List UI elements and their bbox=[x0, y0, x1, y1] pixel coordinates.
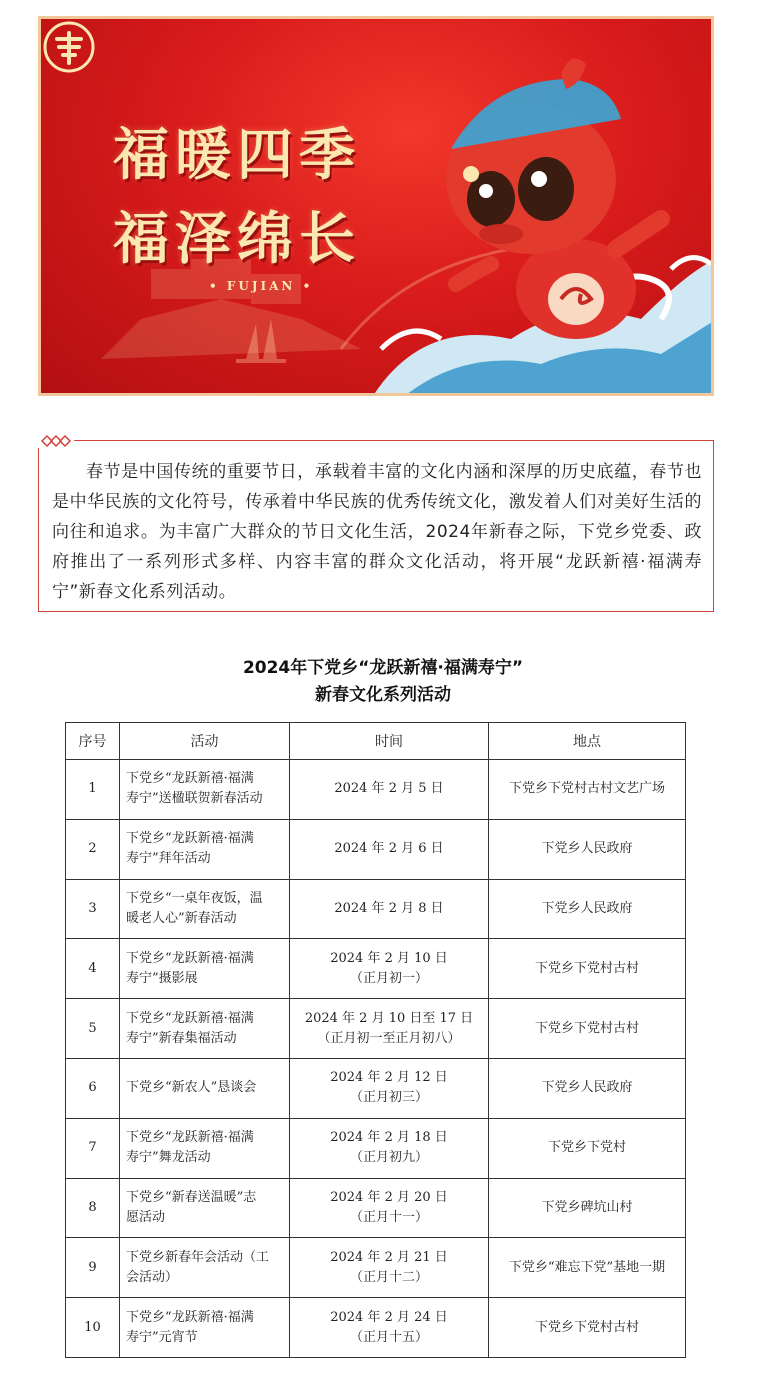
intro-text: 春节是中国传统的重要节日，承载着丰富的文化内涵和深厚的历史底蕴，春节也是中华民族的文化符号，传承着中华民族的优秀传统文化，激发着人们对美好生活的向往和追求。为丰富广大群众的节日文化生活，2024年新春之际，下党乡党委、政府推出了一系列形式多样、内容丰富的群众文化活动，将开展“龙跃新禧·福满寿宁”新春文化系列活动。 bbox=[52, 462, 702, 602]
cell-activity bbox=[120, 939, 290, 999]
time-line: 2024 年 2 月 24 日 bbox=[330, 1309, 448, 1325]
cell-time bbox=[290, 879, 489, 939]
cell-no: 8 bbox=[66, 1178, 120, 1238]
table-row bbox=[66, 1058, 686, 1118]
cell-no: 1 bbox=[66, 760, 120, 820]
time-line: （正月十五） bbox=[349, 1329, 428, 1345]
chevron-decoration-icon bbox=[38, 434, 74, 448]
banner-subtitle: • FUJIAN • bbox=[209, 279, 314, 293]
time-line: 2024 年 2 月 10 日 bbox=[330, 950, 448, 966]
activity-line: 下党乡“龙跃新禧·福满 bbox=[126, 771, 254, 787]
activity-line: 下党乡“龙跃新禧·福满 bbox=[126, 950, 254, 966]
events-table bbox=[65, 722, 686, 1358]
time-line: （正月十二） bbox=[349, 1269, 428, 1285]
banner-image bbox=[38, 16, 714, 396]
time-line: 2024 年 2 月 8 日 bbox=[334, 900, 444, 916]
time-line: 2024 年 2 月 12 日 bbox=[330, 1070, 448, 1086]
cell-no: 2 bbox=[66, 819, 120, 879]
intro-box bbox=[38, 440, 714, 612]
activity-line: 会活动） bbox=[126, 1269, 179, 1285]
activity-line: 寿宁”新春集福活动 bbox=[126, 1030, 237, 1046]
cell-time bbox=[290, 1238, 489, 1298]
activity-line: 寿宁”拜年活动 bbox=[126, 851, 211, 867]
cell-no: 9 bbox=[66, 1238, 120, 1298]
activity-line: 下党乡“龙跃新禧·福满 bbox=[126, 831, 254, 847]
cell-no: 10 bbox=[66, 1298, 120, 1358]
cell-no: 7 bbox=[66, 1118, 120, 1178]
cell-activity bbox=[120, 999, 290, 1059]
header-time: 时间 bbox=[290, 723, 489, 760]
header-activity: 活动 bbox=[120, 723, 290, 760]
activity-line: 下党乡“新农人”恳谈会 bbox=[126, 1080, 257, 1096]
cell-activity bbox=[120, 1298, 290, 1358]
cell-time bbox=[290, 939, 489, 999]
cell-activity bbox=[120, 1178, 290, 1238]
activity-line: 下党乡“一桌年夜饭，温 bbox=[126, 890, 263, 906]
time-line: （正月十一） bbox=[349, 1209, 428, 1225]
cell-place: 下党乡下党村古村 bbox=[489, 939, 686, 999]
activity-line: 下党乡“龙跃新禧·福满 bbox=[126, 1010, 254, 1026]
time-line: 2024 年 2 月 5 日 bbox=[334, 781, 444, 797]
activity-line: 暖老人心”新春活动 bbox=[126, 910, 237, 926]
time-line: （正月初一） bbox=[349, 970, 428, 986]
table-row bbox=[66, 879, 686, 939]
cell-activity bbox=[120, 1238, 290, 1298]
table-row bbox=[66, 939, 686, 999]
cell-no: 3 bbox=[66, 879, 120, 939]
cell-time bbox=[290, 999, 489, 1059]
activity-line: 下党乡“新春送温暖”志 bbox=[126, 1189, 257, 1205]
cell-activity bbox=[120, 879, 290, 939]
activity-line: 寿宁”摄影展 bbox=[126, 970, 198, 986]
activity-line: 下党乡新春年会活动（工 bbox=[126, 1249, 270, 1265]
activity-line: 下党乡“龙跃新禧·福满 bbox=[126, 1130, 254, 1146]
table-row bbox=[66, 819, 686, 879]
fu-logo-icon bbox=[41, 19, 97, 75]
cell-time bbox=[290, 1058, 489, 1118]
table-row bbox=[66, 1298, 686, 1358]
table-row bbox=[66, 760, 686, 820]
header-place: 地点 bbox=[489, 723, 686, 760]
cell-activity bbox=[120, 1058, 290, 1118]
time-line: 2024 年 2 月 18 日 bbox=[330, 1130, 448, 1146]
time-line: 2024 年 2 月 6 日 bbox=[334, 841, 444, 857]
time-line: （正月初三） bbox=[349, 1090, 428, 1106]
cell-place: 下党乡人民政府 bbox=[489, 879, 686, 939]
cell-time bbox=[290, 1298, 489, 1358]
cell-place: 下党乡“难忘下党”基地一期 bbox=[489, 1238, 686, 1298]
cell-time bbox=[290, 819, 489, 879]
cell-activity bbox=[120, 1118, 290, 1178]
table-title-line1: 2024年下党乡“龙跃新禧·福满寿宁” bbox=[242, 658, 524, 678]
cell-no: 4 bbox=[66, 939, 120, 999]
banner-title-line2: 福泽绵长 bbox=[113, 206, 361, 272]
time-line: （正月初九） bbox=[349, 1150, 428, 1166]
cell-time bbox=[290, 1178, 489, 1238]
cell-no: 6 bbox=[66, 1058, 120, 1118]
header-no: 序号 bbox=[66, 723, 120, 760]
table-header-row bbox=[66, 723, 686, 760]
cell-time bbox=[290, 760, 489, 820]
activity-line: 寿宁”舞龙活动 bbox=[126, 1150, 211, 1166]
table-title-line2: 新春文化系列活动 bbox=[315, 685, 451, 705]
cell-place: 下党乡下党村古村 bbox=[489, 1298, 686, 1358]
cell-place: 下党乡碑坑山村 bbox=[489, 1178, 686, 1238]
table-row bbox=[66, 1178, 686, 1238]
cell-no: 5 bbox=[66, 999, 120, 1059]
time-line: 2024 年 2 月 20 日 bbox=[330, 1189, 448, 1205]
time-line: （正月初一至正月初八） bbox=[317, 1030, 461, 1046]
table-row bbox=[66, 999, 686, 1059]
cell-place: 下党乡下党村古村文艺广场 bbox=[489, 760, 686, 820]
cell-place: 下党乡人民政府 bbox=[489, 1058, 686, 1118]
table-row bbox=[66, 1118, 686, 1178]
activity-line: 下党乡“龙跃新禧·福满 bbox=[126, 1309, 254, 1325]
cell-place: 下党乡人民政府 bbox=[489, 819, 686, 879]
activity-line: 愿活动 bbox=[126, 1209, 166, 1225]
activity-line: 寿宁”元宵节 bbox=[126, 1329, 198, 1345]
time-line: 2024 年 2 月 21 日 bbox=[330, 1249, 448, 1265]
cell-activity bbox=[120, 819, 290, 879]
cell-time bbox=[290, 1118, 489, 1178]
cell-activity bbox=[120, 760, 290, 820]
time-line: 2024 年 2 月 10 日至 17 日 bbox=[304, 1010, 474, 1026]
cell-place: 下党乡下党村古村 bbox=[489, 999, 686, 1059]
activity-line: 寿宁”送楹联贺新春活动 bbox=[126, 791, 263, 807]
table-row bbox=[66, 1238, 686, 1298]
table-body bbox=[66, 760, 686, 1358]
cell-place: 下党乡下党村 bbox=[489, 1118, 686, 1178]
banner-title-line1: 福暖四季 bbox=[113, 122, 361, 188]
